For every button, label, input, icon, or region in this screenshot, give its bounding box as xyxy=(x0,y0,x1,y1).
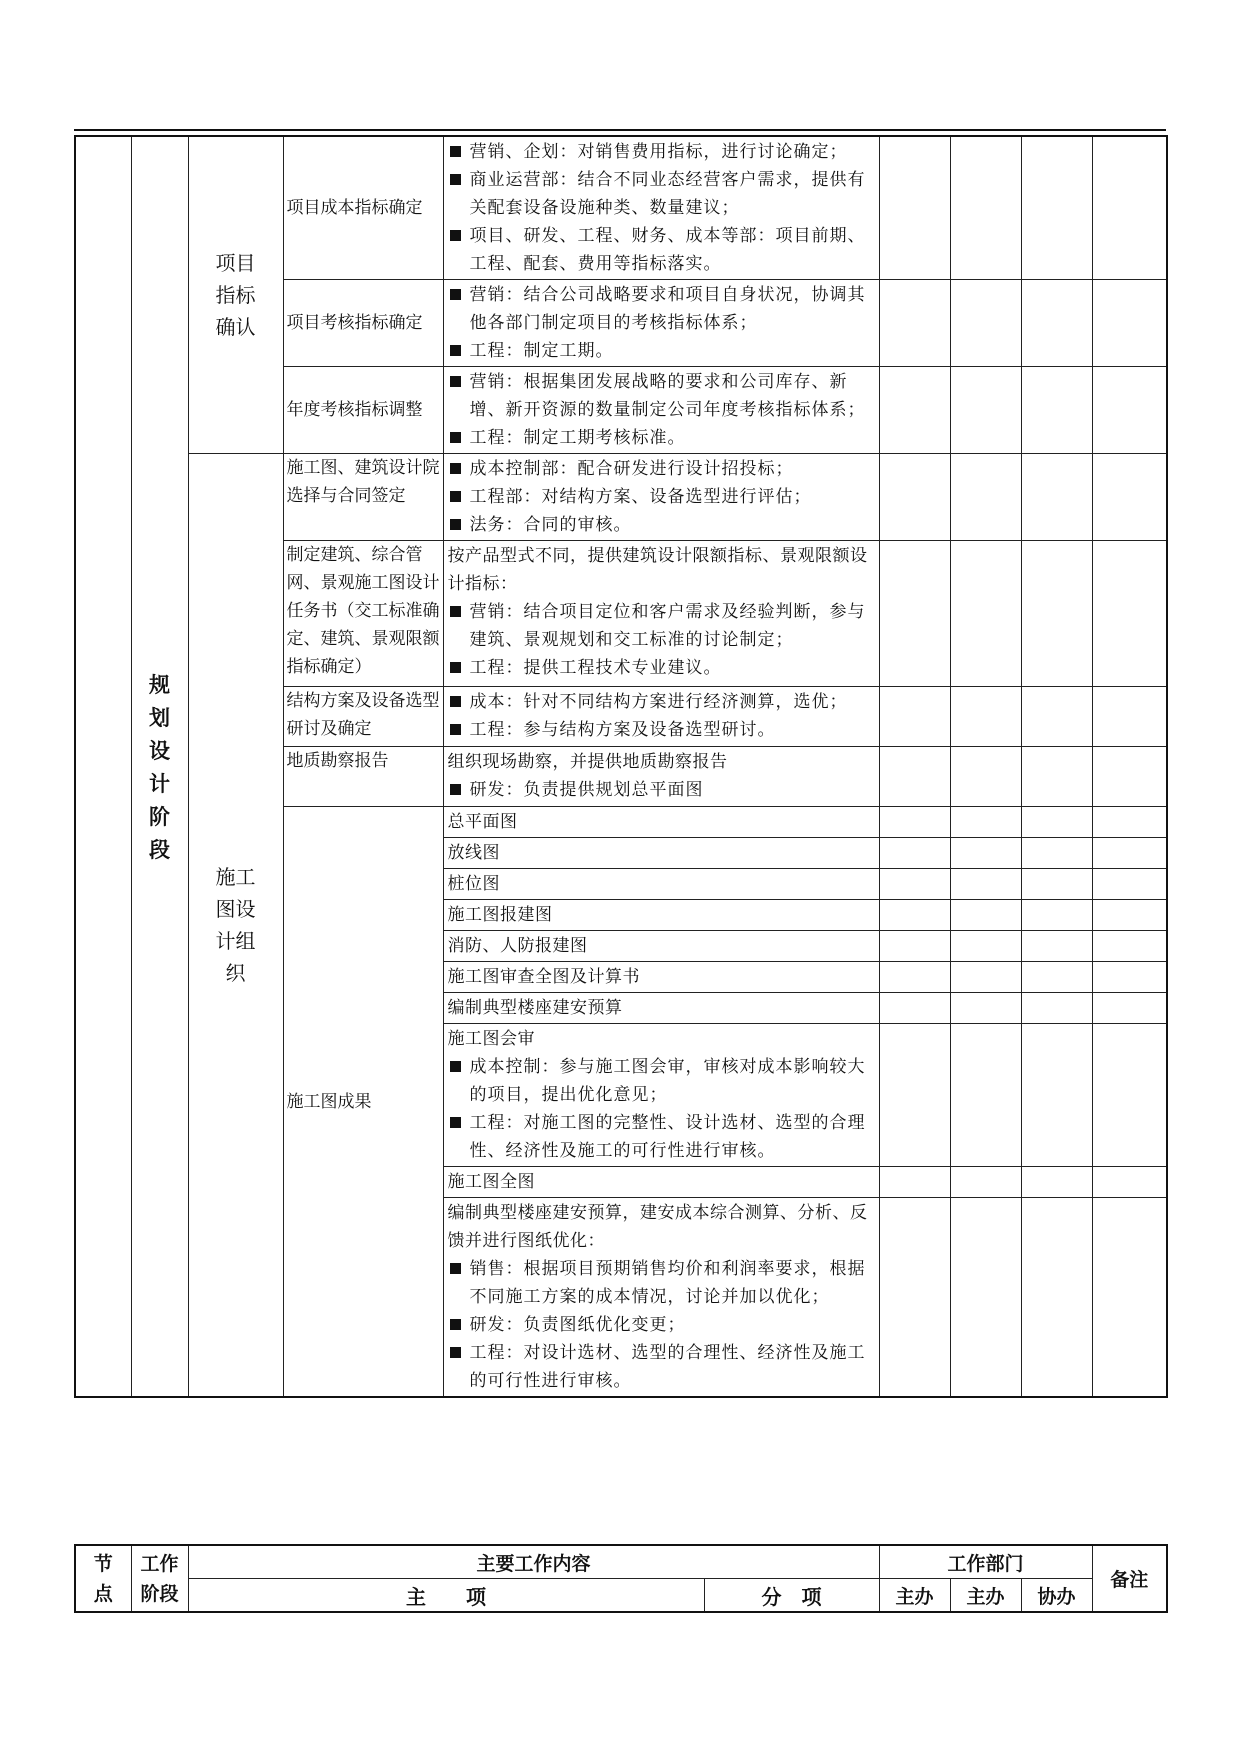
lead-header-1: 主办 xyxy=(879,1579,950,1613)
line-text: 消防、人防报建图 xyxy=(447,936,588,956)
sub-item-cell xyxy=(443,993,879,1024)
remark-cell xyxy=(1092,931,1167,962)
lead-1-cell xyxy=(879,807,950,838)
line-text: 工程：对设计选材、选型的合理性、经济性及施工的可行性进行审核。 xyxy=(469,1343,866,1391)
bullet-item xyxy=(448,1311,875,1339)
line-text: 编制典型楼座建安预算，建安成本综合测算、分析、反馈并进行图纸优化： xyxy=(447,1203,868,1251)
line-text: 按产品型式不同，提供建筑设计限额指标、景观限额设计指标： xyxy=(447,546,868,594)
line-text: 成本控制部：配合研发进行设计招投标； xyxy=(469,459,794,479)
lead-2-cell xyxy=(950,541,1021,687)
remark-cell xyxy=(1092,993,1167,1024)
bullet-item xyxy=(448,138,875,166)
assist-cell xyxy=(1021,931,1092,962)
sub-item-header: 分 项 xyxy=(704,1579,879,1613)
main-item-label: 项目考核指标确定 xyxy=(286,313,423,333)
square-bullet-icon xyxy=(450,1117,461,1128)
lead-2-cell xyxy=(950,993,1021,1024)
lead-1-cell xyxy=(879,454,950,541)
sub-item-cell xyxy=(443,1024,879,1167)
main-item-label: 施工图、建筑设计院选择与合同签定 xyxy=(286,458,440,506)
main-item-cell xyxy=(283,541,443,687)
square-bullet-icon xyxy=(450,519,461,530)
dept-header: 工作部门 xyxy=(879,1545,1092,1579)
phase-label: 施工图设计组织 xyxy=(215,865,256,985)
lead-2-cell xyxy=(950,807,1021,838)
remark-cell xyxy=(1092,747,1167,807)
sub-item-cell xyxy=(443,900,879,931)
square-bullet-icon xyxy=(450,174,461,185)
phase-cell xyxy=(188,454,283,1398)
lead-1-cell xyxy=(879,900,950,931)
node-cell xyxy=(75,136,131,1397)
square-bullet-icon xyxy=(450,724,461,735)
line-text: 编制典型楼座建安预算 xyxy=(447,998,623,1018)
stage-cell xyxy=(131,136,188,1397)
content-text xyxy=(448,870,875,898)
lead-2-cell xyxy=(950,1024,1021,1167)
stage-label: 规划设计阶段 xyxy=(149,671,170,862)
square-bullet-icon xyxy=(450,376,461,387)
line-text: 营销、企划：对销售费用指标，进行讨论确定； xyxy=(469,142,848,162)
square-bullet-icon xyxy=(450,606,461,617)
sub-item-cell xyxy=(443,838,879,869)
lead-1-cell xyxy=(879,1024,950,1167)
lead-1-cell xyxy=(879,1167,950,1198)
square-bullet-icon xyxy=(450,491,461,502)
content-text xyxy=(448,748,875,776)
line-text: 总平面图 xyxy=(447,812,518,832)
square-bullet-icon xyxy=(450,230,461,241)
header-table xyxy=(74,1544,1168,1613)
square-bullet-icon xyxy=(450,1319,461,1330)
phase-cell xyxy=(188,136,283,454)
assist-cell xyxy=(1021,136,1092,280)
bullet-item xyxy=(448,166,875,222)
lead-2-cell xyxy=(950,367,1021,454)
square-bullet-icon xyxy=(450,463,461,474)
main-item-cell xyxy=(283,747,443,807)
sub-item-cell xyxy=(443,687,879,747)
assist-cell xyxy=(1021,454,1092,541)
remark-cell xyxy=(1092,962,1167,993)
line-text: 施工图审查全图及计算书 xyxy=(447,967,640,987)
bullet-item xyxy=(448,337,875,365)
square-bullet-icon xyxy=(450,1347,461,1358)
bullet-item xyxy=(448,1255,875,1311)
phase-label: 项目指标确认 xyxy=(215,251,256,339)
line-text: 营销：结合公司战略要求和项目自身状况，协调其他各部门制定项目的考核指标体系； xyxy=(469,285,866,333)
main-item-label: 地质勘察报告 xyxy=(286,751,389,771)
lead-2-cell xyxy=(950,931,1021,962)
line-text: 工程：制定工期考核标准。 xyxy=(469,428,686,448)
content-text xyxy=(448,901,875,929)
remark-header: 备注 xyxy=(1092,1545,1167,1612)
sub-item-cell xyxy=(443,931,879,962)
remark-cell xyxy=(1092,1198,1167,1398)
remark-cell xyxy=(1092,687,1167,747)
table-row xyxy=(75,454,1167,541)
assist-cell xyxy=(1021,838,1092,869)
line-text: 组织现场勘察，并提供地质勘察报告 xyxy=(447,752,728,772)
bullet-item xyxy=(448,1339,875,1395)
assist-cell xyxy=(1021,280,1092,367)
remark-cell xyxy=(1092,136,1167,280)
line-text: 销售：根据项目预期销售均价和利润率要求，根据不同施工方案的成本情况，讨论并加以优化； xyxy=(469,1259,866,1307)
assist-cell xyxy=(1021,869,1092,900)
stage-label: 工作阶段 xyxy=(140,1552,179,1605)
assist-cell xyxy=(1021,962,1092,993)
lead-2-cell xyxy=(950,962,1021,993)
assist-cell xyxy=(1021,807,1092,838)
sub-item-cell xyxy=(443,1198,879,1398)
content-header: 主要工作内容 xyxy=(188,1545,879,1579)
assist-header: 协办 xyxy=(1021,1579,1092,1613)
sub-item-cell xyxy=(443,747,879,807)
line-text: 施工图会审 xyxy=(447,1029,535,1049)
sub-item-cell xyxy=(443,1167,879,1198)
main-item-label: 施工图成果 xyxy=(286,1091,372,1112)
assist-cell xyxy=(1021,993,1092,1024)
line-text: 法务：合同的审核。 xyxy=(469,515,632,535)
assist-cell xyxy=(1021,900,1092,931)
lead-2-cell xyxy=(950,869,1021,900)
lead-1-cell xyxy=(879,869,950,900)
sub-item-cell xyxy=(443,280,879,367)
line-text: 工程部：对结构方案、设备选型进行评估； xyxy=(469,487,812,507)
lead-2-cell xyxy=(950,838,1021,869)
lead-1-cell xyxy=(879,280,950,367)
assist-cell xyxy=(1021,367,1092,454)
line-text: 工程：对施工图的完整性、设计选材、选型的合理性、经济性及施工的可行性进行审核。 xyxy=(469,1113,866,1161)
remark-cell xyxy=(1092,900,1167,931)
main-item-header: 主 项 xyxy=(188,1579,704,1613)
line-text: 营销：根据集团发展战略的要求和公司库存、新增、新开资源的数量制定公司年度考核指标体系； xyxy=(469,372,866,420)
sub-item-cell xyxy=(443,541,879,687)
sub-item-cell xyxy=(443,807,879,838)
lead-1-cell xyxy=(879,962,950,993)
lead-2-cell xyxy=(950,900,1021,931)
lead-1-cell xyxy=(879,136,950,280)
square-bullet-icon xyxy=(450,289,461,300)
top-rule xyxy=(74,129,1166,131)
line-text: 项目、研发、工程、财务、成本等部：项目前期、工程、配套、费用等指标落实。 xyxy=(469,226,866,274)
lead-1-cell xyxy=(879,931,950,962)
sub-item-cell xyxy=(443,869,879,900)
remark-cell xyxy=(1092,838,1167,869)
lead-1-cell xyxy=(879,838,950,869)
bullet-item xyxy=(448,511,875,539)
content-text xyxy=(448,963,875,991)
content-text xyxy=(448,1199,875,1255)
line-text: 工程：提供工程技术专业建议。 xyxy=(469,658,722,678)
square-bullet-icon xyxy=(450,784,461,795)
line-text: 商业运营部：结合不同业态经营客户需求，提供有关配套设备设施种类、数量建议； xyxy=(469,170,866,218)
lead-2-cell xyxy=(950,280,1021,367)
line-text: 桩位图 xyxy=(447,874,500,894)
bullet-item xyxy=(448,368,875,424)
content-text xyxy=(448,1025,875,1053)
line-text: 施工图报建图 xyxy=(447,905,553,925)
lead-1-cell xyxy=(879,687,950,747)
content-text xyxy=(448,1168,875,1196)
remark-cell xyxy=(1092,869,1167,900)
node-label: 节点 xyxy=(93,1552,113,1605)
square-bullet-icon xyxy=(450,1061,461,1072)
line-text: 放线图 xyxy=(447,843,500,863)
main-item-cell xyxy=(283,807,443,1398)
line-text: 营销：结合项目定位和客户需求及经验判断，参与建筑、景观规划和交工标准的讨论制定； xyxy=(469,602,866,650)
main-item-label: 项目成本指标确定 xyxy=(286,198,423,218)
content-text xyxy=(448,808,875,836)
square-bullet-icon xyxy=(450,696,461,707)
line-text: 工程：参与结构方案及设备选型研讨。 xyxy=(469,720,776,740)
lead-1-cell xyxy=(879,541,950,687)
sub-item-cell xyxy=(443,962,879,993)
stage-header xyxy=(131,1545,188,1612)
lead-1-cell xyxy=(879,1198,950,1398)
remark-cell xyxy=(1092,367,1167,454)
bullet-item xyxy=(448,716,875,744)
main-item-cell xyxy=(283,687,443,747)
assist-cell xyxy=(1021,1024,1092,1167)
bullet-item xyxy=(448,455,875,483)
main-item-label: 制定建筑、综合管网、景观施工图设计任务书（交工标准确定、建筑、景观限额指标确定） xyxy=(286,545,440,677)
sub-item-cell xyxy=(443,136,879,280)
lead-2-cell xyxy=(950,747,1021,807)
lead-1-cell xyxy=(879,993,950,1024)
main-item-label: 结构方案及设备选型研讨及确定 xyxy=(286,691,440,739)
line-text: 成本控制：参与施工图会审，审核对成本影响较大的项目，提出优化意见； xyxy=(469,1057,866,1105)
main-item-cell xyxy=(283,367,443,454)
remark-cell xyxy=(1092,280,1167,367)
content-text xyxy=(448,932,875,960)
bullet-item xyxy=(448,424,875,452)
remark-cell xyxy=(1092,454,1167,541)
line-text: 成本：针对不同结构方案进行经济测算，选优； xyxy=(469,692,848,712)
lead-2-cell xyxy=(950,136,1021,280)
main-item-cell xyxy=(283,454,443,541)
assist-cell xyxy=(1021,1198,1092,1398)
lead-2-cell xyxy=(950,454,1021,541)
sub-item-cell xyxy=(443,454,879,541)
content-text xyxy=(448,542,875,598)
line-text: 工程：制定工期。 xyxy=(469,341,614,361)
main-item-label: 年度考核指标调整 xyxy=(286,400,423,420)
bullet-item xyxy=(448,222,875,278)
line-text: 研发：负责提供规划总平面图 xyxy=(469,780,704,800)
bullet-item xyxy=(448,688,875,716)
main-item-cell xyxy=(283,136,443,280)
square-bullet-icon xyxy=(450,662,461,673)
bullet-item xyxy=(448,281,875,337)
bullet-item xyxy=(448,654,875,682)
remark-cell xyxy=(1092,541,1167,687)
bullet-item xyxy=(448,1109,875,1165)
remark-cell xyxy=(1092,1167,1167,1198)
lead-2-cell xyxy=(950,1167,1021,1198)
work-table xyxy=(74,135,1168,1398)
content-text xyxy=(448,994,875,1022)
bullet-item xyxy=(448,483,875,511)
sub-item-cell xyxy=(443,367,879,454)
line-text: 施工图全图 xyxy=(447,1172,535,1192)
square-bullet-icon xyxy=(450,146,461,157)
content-text xyxy=(448,839,875,867)
assist-cell xyxy=(1021,1167,1092,1198)
line-text: 研发：负责图纸优化变更； xyxy=(469,1315,686,1335)
square-bullet-icon xyxy=(450,432,461,443)
node-header xyxy=(75,1545,131,1612)
lead-1-cell xyxy=(879,367,950,454)
lead-1-cell xyxy=(879,747,950,807)
assist-cell xyxy=(1021,747,1092,807)
assist-cell xyxy=(1021,541,1092,687)
remark-cell xyxy=(1092,1024,1167,1167)
bullet-item xyxy=(448,1053,875,1109)
main-item-cell xyxy=(283,280,443,367)
square-bullet-icon xyxy=(450,1263,461,1274)
square-bullet-icon xyxy=(450,345,461,356)
lead-2-cell xyxy=(950,687,1021,747)
table-row xyxy=(75,136,1167,280)
assist-cell xyxy=(1021,687,1092,747)
lead-2-cell xyxy=(950,1198,1021,1398)
lead-header-2: 主办 xyxy=(950,1579,1021,1613)
remark-cell xyxy=(1092,807,1167,838)
bullet-item xyxy=(448,598,875,654)
work-table-body xyxy=(75,136,1167,1397)
bullet-item xyxy=(448,776,875,804)
